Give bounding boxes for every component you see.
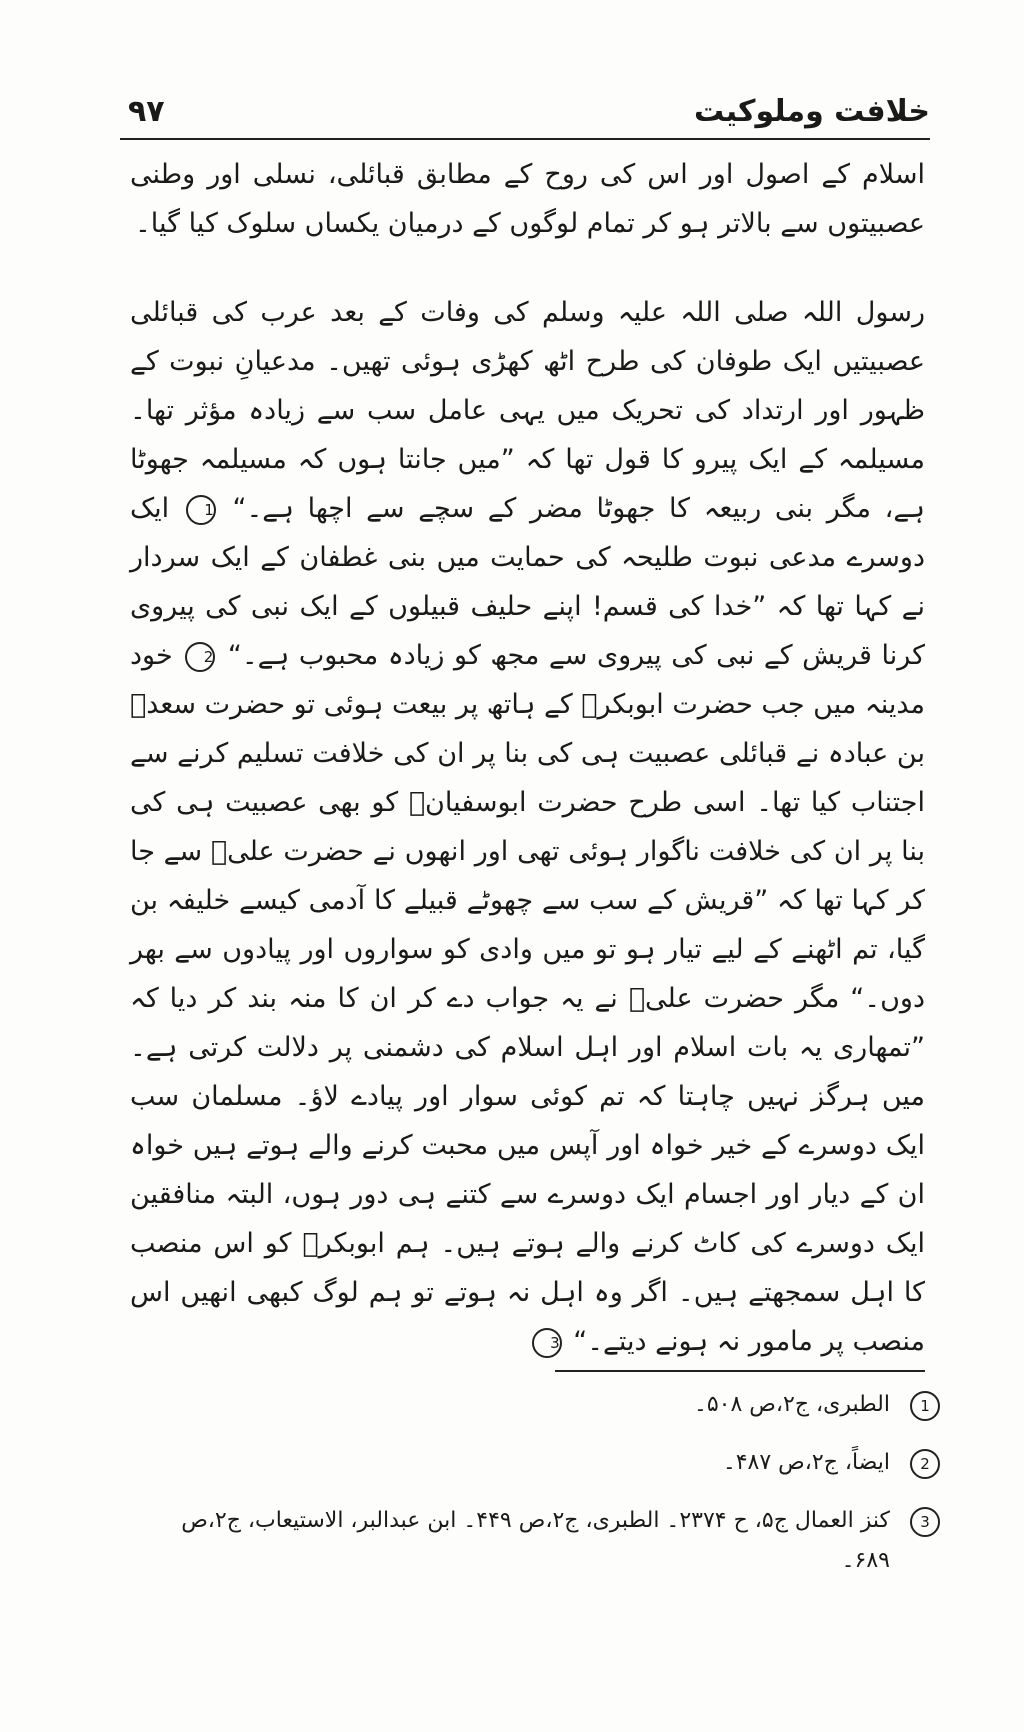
footnote-ref-3[interactable]: 3 [532, 1328, 562, 1358]
footnote-item [130, 1443, 940, 1495]
footnote-number: 2 [910, 1449, 940, 1479]
paragraph-2-segment-3: خود مدینہ میں جب حضرت ابوبکرؓ کے ہاتھ پر بیعت ہوئی تو حضرت سعدؓ بن عبادہ نے قبائلی عصبیت ہی کی بنا پر ان کی خلافت تسلیم کرنے سے اجتناب کیا تھا۔ اسی طرح حضرت ابوسفیانؓ کو بھی عصبیت ہی کی بنا پر ان کی خلافت ناگوار ہوئی تھی اور انھوں نے حضرت علیؓ سے جا کر کہا تھا کہ ”قریش کے سب سے چھوٹے قبیلے کا آدمی کیسے خلیفہ بن گیا، تم اٹھنے کے لیے تیار ہو تو میں وادی کو سواروں اور پیادوں سے بھر دوں۔“ مگر حضرت علیؓ نے یہ جواب دے کر ان کا منہ بند کر دیا کہ ”تمھاری یہ بات اسلام اور اہل اسلام کی دشمنی پر دلالت کرتی ہے۔ میں ہرگز نہیں چاہتا کہ تم کوئی سوار اور پیادے لاؤ۔ مسلمان سب ایک دوسرے کے خیر خواہ اور آپس میں محبت کرنے والے ہوتے ہیں خواہ ان کے دیار اور اجسام ایک دوسرے سے کتنے ہی دور ہوں، البتہ منافقین ایک دوسرے کی کاٹ کرنے والے ہوتے ہیں۔ ہم ابوبکرؓ کو اس منصب کا اہل سمجھتے ہیں۔ اگر وہ اہل نہ ہوتے تو ہم لوگ کبھی انھیں اس منصب پر مامور نہ ہونے دیتے۔“ [130, 640, 925, 1357]
footnotes [130, 1385, 940, 1573]
footnote-ref-1[interactable]: 1 [186, 495, 216, 525]
page-header [120, 92, 930, 138]
paragraph-2-segment-1: رسول اللہ صلی اللہ علیہ وسلم کی وفات کے بعد عرب کی قبائلی عصبیتیں ایک طوفان کی طرح اٹھ کھڑی ہوئی تھیں۔ مدعیانِ نبوت کے ظہور اور ارتداد کی تحریک میں یہی عامل سب سے زیادہ مؤثر تھا۔ مسیلمہ کے ایک پیرو کا قول تھا کہ ”میں جانتا ہوں کہ مسیلمہ جھوٹا ہے، مگر بنی ربیعہ کا جھوٹا مضر کے سچے سے اچھا ہے۔“ [130, 297, 925, 524]
footnote-divider [555, 1370, 925, 1372]
footnote-number: 1 [910, 1391, 940, 1421]
footnote-item [130, 1501, 940, 1573]
footnote-text: الطبری، ج۲،ص ۵۰۸۔ [693, 1392, 890, 1417]
footnote-text: کنز العمال ج۵، ح ۲۳۷۴۔ الطبری، ج۲،ص ۴۴۹۔ ابن عبدالبر، الاستیعاب، ج۲،ص ۶۸۹۔ [181, 1508, 890, 1573]
main-text [130, 150, 925, 1366]
running-title: خلافت وملوکیت [694, 94, 930, 129]
footnote-text: ایضاً، ج۲،ص ۴۸۷۔ [722, 1450, 890, 1475]
footnote-number: 3 [910, 1507, 940, 1537]
footnote-ref-2[interactable]: 2 [185, 642, 215, 672]
paragraph-2 [130, 288, 925, 1366]
header-rule [120, 138, 930, 140]
page-number: ۹۷ [128, 94, 165, 129]
paragraph-1: اسلام کے اصول اور اس کی روح کے مطابق قبائلی، نسلی اور وطنی عصبیتوں سے بالاتر ہو کر تمام لوگوں کے درمیان یکساں سلوک کیا گیا۔ [130, 159, 925, 239]
paragraph-2-segment-2: ایک دوسرے مدعی نبوت طلیحہ کی حمایت میں بنی غطفان کے ایک سردار نے کہا تھا کہ ”خدا کی قسم! اپنے حلیف قبیلوں کے ایک نبی کی پیروی کرنا قریش کے نبی کی پیروی سے مجھ کو زیادہ محبوب ہے۔“ [130, 493, 925, 671]
footnote-item [130, 1385, 940, 1437]
